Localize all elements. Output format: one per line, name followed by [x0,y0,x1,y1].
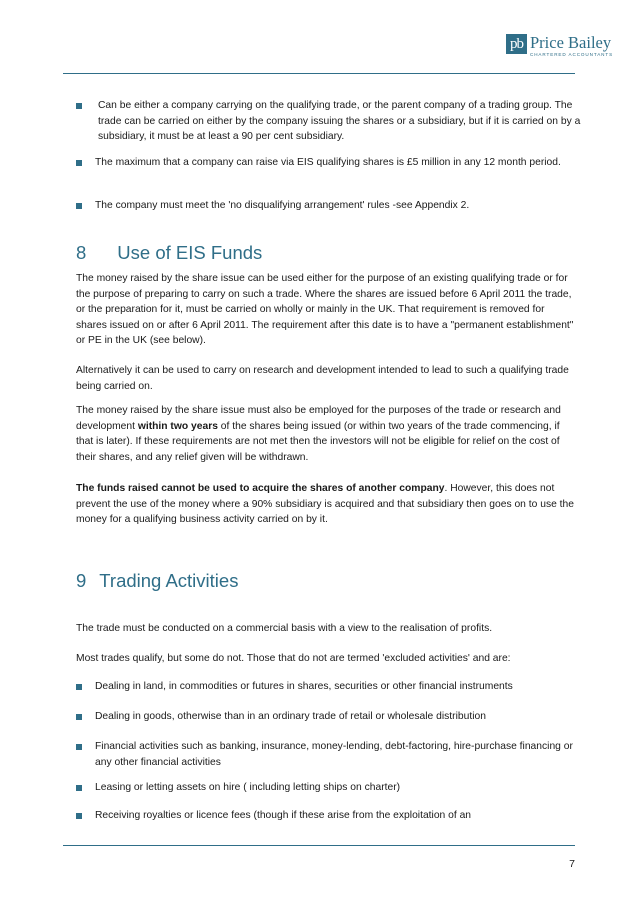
square-bullet-icon [76,684,82,690]
bullet-text: Can be either a company carrying on the qualifying trade, or the parent company of a trading group. The trade can be carried on either by the company issuing the shares or a subsidiary, but if it is carried on by a subsidiary, it must be at least a 90 per cent subsidiary. [98,100,581,142]
paragraph: The trade must be conducted on a commercial basis with a view to the realisation of profits. [76,623,493,634]
emphasis: within two years [137,420,218,432]
square-bullet-icon [76,785,82,791]
emphasis: The funds raised cannot be used to acquire the shares of another company [76,483,445,494]
square-bullet-icon [76,160,82,166]
excluded-activity-item [76,679,581,695]
paragraph: The money raised by the share issue can be used either for the purpose of an existing qualifying trade or for the purpose of preparing to carry on such a trade. Where the shares are issued before 6 April 2011 the trade, or the preparation for it, must be carried on wholly or mainly in the UK. That requirement is removed for shares issued on or after 6 April 2011. The requirement after this date is to have a "permanent establishment" or PE in the UK (see below). [76,273,574,346]
bullet-text: The maximum that a company can raise via EIS qualifying shares is £5 million in any 12 month period. [95,157,561,168]
header-divider [63,73,575,74]
excluded-activity-item [76,780,581,796]
bullet-text: The company must meet the 'no disqualifying arrangement' rules -see Appendix 2. [95,200,470,211]
paragraph: The money raised by the share issue must also be employed for the purposes of the trade or research and development within two years of the shares being issued (or within two years of the trade commencing, if that is later). If these requirements are not met then the investors will not be eligible for relief on the cost of their shares, and any relief given will be withdrawn. [76,405,561,463]
bullet-item [76,98,581,145]
bullet-text: Dealing in land, in commodities or futures in shares, securities or other financial instruments [95,681,513,692]
square-bullet-icon [76,813,82,819]
section-title: Use of EIS Funds [117,242,263,263]
bullet-text: Dealing in goods, otherwise than in an ordinary trade of retail or wholesale distribution [95,711,486,722]
section-number: 9 [76,570,87,591]
section-number: 8 [76,242,87,263]
footer-divider [63,845,575,846]
excluded-activity-item [76,739,581,770]
logo-mark: pb [506,34,527,54]
bullet-text: Financial activities such as banking, insurance, money-lending, debt-factoring, hire-purchase financing or any other financial activities [95,741,573,768]
excluded-activity-item [76,709,581,725]
square-bullet-icon [76,714,82,720]
price-bailey-logo [506,34,613,58]
square-bullet-icon [76,203,82,209]
square-bullet-icon [76,103,82,109]
logo-tagline: CHARTERED ACCOUNTANTS [530,52,614,57]
section-title: Trading Activities [99,570,239,591]
page-number: 7 [569,858,575,870]
section-9-heading [76,570,238,592]
bullet-text: Receiving royalties or licence fees (though if these arise from the exploitation of an [95,810,472,821]
paragraph: Most trades qualify, but some do not. Those that do not are termed 'excluded activities' and are: [76,653,511,664]
bullet-item [76,155,581,171]
square-bullet-icon [76,744,82,750]
paragraph: The funds raised cannot be used to acquire the shares of another company. However, this does not prevent the use of the money where a 90% subsidiary is acquired and that subsidiary then goes on to use the money for a qualifying business activity carried on by it. [76,483,574,525]
section-8-heading [76,242,262,264]
bullet-item [76,198,581,214]
paragraph: Alternatively it can be used to carry on research and development intended to lead to such a qualifying trade being carried on. [76,365,569,392]
logo-name: Price Bailey [530,33,612,52]
excluded-activity-item [76,808,581,824]
bullet-text: Leasing or letting assets on hire ( including letting ships on charter) [95,782,401,793]
